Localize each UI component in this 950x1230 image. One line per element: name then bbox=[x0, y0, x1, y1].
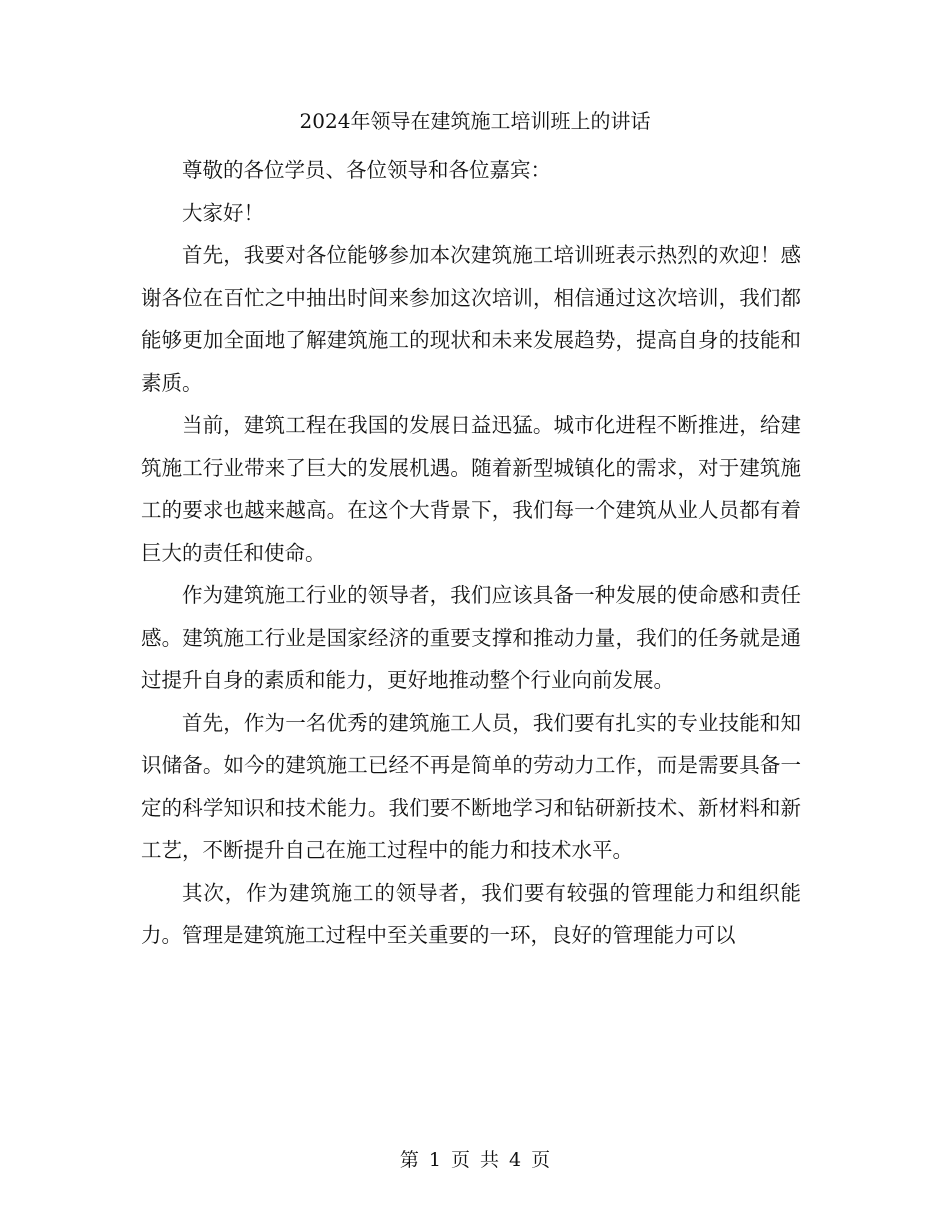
paragraph-mission: 作为建筑施工行业的领导者，我们应该具备一种发展的使命感和责任感。建筑施工行业是国家经济的重要支撑和推动力量，我们的任务就是通过提升自身的素质和能力，更好地推动整个行业向前发展。 bbox=[141, 583, 801, 692]
document-title: 2024年领导在建筑施工培训班上的讲话 bbox=[299, 109, 651, 133]
paragraph-professional-skills: 首先，作为一名优秀的建筑施工人员，我们要有扎实的专业技能和知识储备。如今的建筑施工已经不再是简单的劳动力工作，而是需要具备一定的科学知识和技术能力。我们要不断地学习和钻研新技术、新材料和新工艺，不断提升自己在施工过程中的能力和技术水平。 bbox=[141, 710, 801, 862]
paragraph-welcome: 首先，我要对各位能够参加本次建筑施工培训班表示热烈的欢迎！感谢各位在百忙之中抽出时间来参加这次培训，相信通过这次培训，我们都能够更加全面地了解建筑施工的现状和未来发展趋势，提高自身的技能和素质。 bbox=[141, 243, 801, 395]
paragraph-greeting: 大家好！ bbox=[182, 200, 264, 225]
document-body bbox=[141, 149, 801, 957]
page-number: 第 1 页 共 4 页 bbox=[399, 1149, 551, 1171]
paragraph-current-situation: 当前，建筑工程在我国的发展日益迅猛。城市化进程不断推进，给建筑施工行业带来了巨大的发展机遇。随着新型城镇化的需求，对于建筑施工的要求也越来越高。在这个大背景下，我们每一个建筑从业人员都有着巨大的责任和使命。 bbox=[141, 413, 801, 565]
paragraph-salutation: 尊敬的各位学员、各位领导和各位嘉宾： bbox=[182, 158, 551, 182]
paragraph-management: 其次，作为建筑施工的领导者，我们要有较强的管理能力和组织能力。管理是建筑施工过程中至关重要的一环，良好的管理能力可以 bbox=[141, 880, 801, 947]
